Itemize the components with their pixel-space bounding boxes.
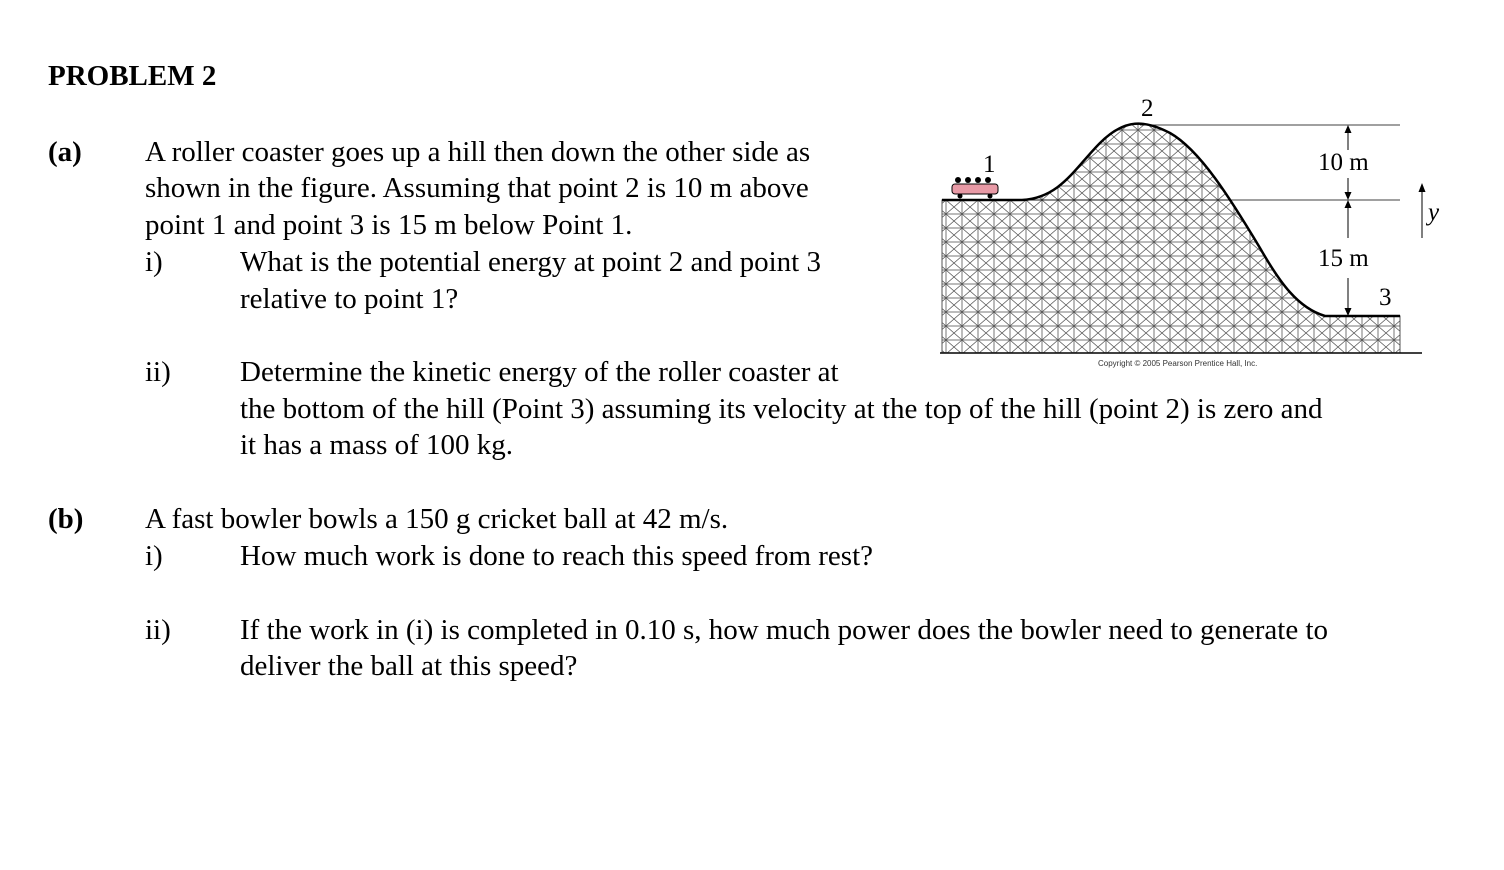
point-3-label: 3 [1379,284,1392,311]
point-1-label: 1 [983,151,996,178]
part-a-label: (a) [48,136,82,168]
part-a-intro-line-2: shown in the figure. Assuming that point 2 is 10 m above [145,172,809,204]
dimension-10m-label: 10 m [1318,149,1369,176]
part-a-intro-line-1: A roller coaster goes up a hill then down the other side as [145,136,811,168]
y-axis-arrow-icon [1419,183,1426,238]
coaster-car-icon [952,177,998,199]
part-a-i-line-2: relative to point 1? [240,283,459,315]
problem-title: PROBLEM 2 [48,60,217,92]
part-a-intro-line-3: point 1 and point 3 is 15 m below Point 1. [145,209,633,241]
part-a-ii-line-1: Determine the kinetic energy of the roller coaster at [240,356,839,388]
point-2-label: 2 [1141,95,1154,122]
copyright-text: Copyright © 2005 Pearson Prentice Hall, Inc. [1098,359,1258,368]
part-b-intro: A fast bowler bowls a 150 g cricket ball at 42 m/s. [145,503,729,535]
dimension-15m-label: 15 m [1318,245,1369,272]
part-b-ii-line-2: deliver the ball at this speed? [240,650,578,682]
part-a-ii-line-3: it has a mass of 100 kg. [240,429,514,461]
part-b-label: (b) [48,503,84,535]
part-a-ii-line-2: the bottom of the hill (Point 3) assuming its velocity at the top of the hill (point 2) is zero and [240,393,1323,425]
part-a-ii-label: ii) [145,356,171,388]
part-b-ii-label: ii) [145,614,171,646]
roller-coaster-figure [930,88,1450,378]
part-b-i-text: How much work is done to reach this speed from rest? [240,540,874,572]
y-axis-label: y [1428,199,1440,226]
part-b-ii-line-1: If the work in (i) is completed in 0.10 s, how much power does the bowler need to generate to [240,614,1329,646]
part-a-i-line-1: What is the potential energy at point 2 and point 3 [240,246,821,278]
part-b-i-label: i) [145,540,163,572]
part-a-i-label: i) [145,246,163,278]
